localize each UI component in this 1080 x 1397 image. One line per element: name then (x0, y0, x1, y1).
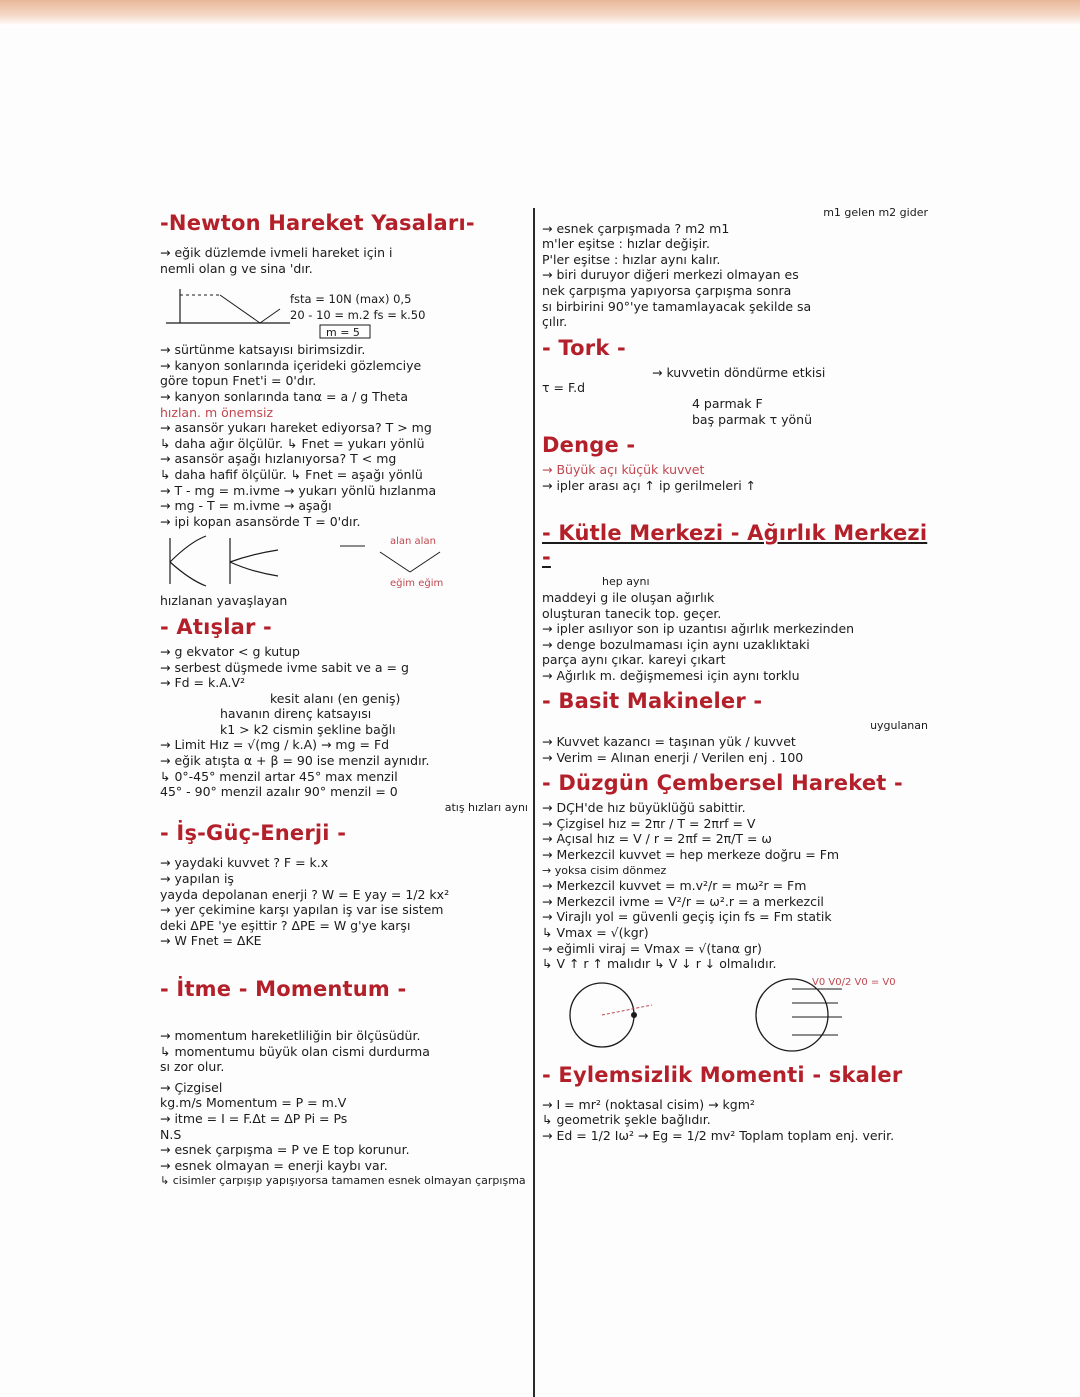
note-line: → ipler asılıyor son ip uzantısı ağırlık merkezinden (542, 621, 855, 637)
note-line: yayda depolanan enerji ? W = E yay = 1/2 kx² (160, 886, 450, 902)
left-column (160, 205, 528, 1189)
note-line: → esnek çarpışma = P ve E top korunur. (160, 1142, 410, 1158)
note-line: → Fd = k.A.V² (160, 675, 246, 691)
circular-motion-sketch (542, 975, 922, 1057)
note-line: k1 > k2 cismin şekline bağlı (220, 721, 396, 737)
note-line: ↳ V ↑ r ↑ malıdır ↳ V ↓ r ↓ olmalıdır. (542, 956, 777, 972)
note-line: P'ler eşitse : hızlar aynı kalır. (542, 251, 721, 267)
note-line: → serbest düşmede ivme sabit ve a = g (160, 659, 409, 675)
note-line: sı zor olur. (160, 1059, 225, 1075)
note-line: havanın direnç katsayısı (220, 706, 372, 722)
note-line: → ipler arası açı ↑ ip gerilmeleri ↑ (542, 477, 757, 493)
note-line: → yapılan iş (160, 871, 234, 887)
note-line: maddeyi g ile oluşan ağırlık (542, 589, 715, 605)
section-title-is-guc: - İş-Güç-Enerji - (160, 821, 347, 846)
note-line: → Merkezcil kuvvet = m.v²/r = mω²r = Fm (542, 878, 807, 894)
area-label: alan alan (390, 536, 436, 548)
note-line: τ = F.d (542, 380, 586, 396)
note-line: çılır. (542, 314, 568, 330)
note-line: nemli olan g ve sina 'dır. (160, 260, 313, 276)
note-line: → W Fnet = ΔKE (160, 933, 262, 949)
note-line: → eğik düzlemde ivmeli hareket için i (160, 245, 393, 260)
note-line: uygulanan (870, 719, 928, 733)
slope-label: eğim eğim (390, 578, 444, 590)
note-line: baş parmak τ yönü (692, 411, 813, 427)
note-line: → biri duruyor diğeri merkezi olmayan es (542, 267, 799, 283)
note-line: oluşturan tanecik top. geçer. (542, 605, 722, 621)
note-line: ↳ geometrik şekle bağlıdır. (542, 1112, 711, 1128)
note-line: → Verim = Alınan enerji / Verilen enj . 100 (542, 749, 804, 765)
velocity-label: V0 V0/2 V0 = V0 (812, 976, 896, 988)
mass-result-text: m = 5 (326, 326, 360, 340)
section-title-duzgun: - Düzgün Çembersel Hareket - (542, 771, 903, 796)
note-line: ↳ daha hafif ölçülür. ↳ Fnet = aşağı yönlü (160, 466, 423, 482)
note-line: → asansör yukarı hareket ediyorsa? T > mg (160, 420, 432, 436)
note-line: → ipi kopan asansörde T = 0'dır. (160, 513, 361, 529)
friction-max-text: fsta = 10N (max) 0,5 (290, 292, 412, 307)
incline-force-sketch (160, 279, 520, 339)
note-line: → Çizgisel hız = 2πr / T = 2πrf = V (542, 815, 756, 831)
note-line: deki ΔPE 'ye eşittir ? ΔPE = W g'ye karşı (160, 917, 411, 933)
note-line: sı birbirini 90°'ye tamamlayacak şekilde sa (542, 298, 812, 314)
note-line: hızlan. m önemsiz (160, 404, 274, 420)
note-line: → Virajlı yol = güvenli geçiş için fs = Fm statik (542, 909, 832, 925)
note-line: → momentum hareketliliğin bir ölçüsüdür. (160, 1028, 421, 1043)
section-title-newton: -Newton Hareket Yasaları- (160, 211, 475, 235)
note-line: → itme = I = F.Δt = ΔP Pi = Ps (160, 1110, 348, 1126)
section-title-itme: - İtme - Momentum - (160, 977, 407, 1001)
note-line: ↳ cisimler çarpışıp yapışıyorsa tamamen esnek olmayan çarpışma (160, 1174, 526, 1188)
note-line: ↳ Vmax = √(kgr) (542, 925, 649, 940)
note-line: ↳ 0°-45° menzil artar 45° max menzil (160, 768, 398, 784)
note-line: hızlanan yavaşlayan (160, 593, 288, 609)
column-divider (533, 208, 535, 1397)
section-title-denge: Denge - (542, 433, 636, 458)
note-line: m'ler eşitse : hızlar değişir. (542, 236, 711, 252)
note-line: → eğik atışta α + β = 90 ise menzil aynıdır. (160, 753, 430, 769)
note-line: → kanyon sonlarında içerideki gözlemciye (160, 357, 422, 373)
note-line: nek çarpışma yapıyorsa çarpışma sonra (542, 282, 792, 298)
section-title-atislar: - Atışlar - (160, 614, 272, 639)
note-line: 45° - 90° menzil azalır 90° menzil = 0 (160, 784, 398, 800)
note-line: N.S (160, 1126, 182, 1142)
page-top-edge (0, 0, 1080, 26)
note-line: 4 parmak F (692, 395, 763, 411)
note-line: → Merkezcil ivme = V²/r = ω².r = a merkezcil (542, 893, 824, 909)
note-line: → DÇH'de hız büyüklüğü sabittir. (542, 800, 746, 816)
note-line: → Ed = 1/2 Iω² → Eg = 1/2 mv² Toplam toplam enj. verir. (542, 1127, 895, 1143)
note-line: → esnek olmayan = enerji kaybı var. (160, 1157, 388, 1173)
velocity-time-sketch (160, 532, 520, 590)
note-line: → sürtünme katsayısı birimsizdir. (160, 342, 366, 358)
note-line: → yer çekimine karşı yapılan iş var ise sistem (160, 902, 444, 918)
note-line: → yaydaki kuvvet ? F = k.x (160, 855, 329, 871)
note-line: → Açısal hız = V / r = 2πf = 2π/T = ω (542, 831, 772, 847)
note-line: → mg - T = m.ivme → aşağı (160, 498, 332, 514)
note-line: → Ağırlık m. değişmemesi için aynı torklu (542, 667, 800, 683)
note-line: → I = mr² (noktasal cisim) → kgm² (542, 1096, 755, 1112)
note-line: → g ekvator < g kutup (160, 643, 300, 659)
note-line: → Limit Hız = √(mg / k.A) → mg = Fd (160, 737, 390, 753)
section-title-eylemsizlik: - Eylemsizlik Momenti - skaler (542, 1062, 903, 1087)
section-title-basit: - Basit Makineler - (542, 689, 763, 714)
note-line: m1 gelen m2 gider (823, 206, 928, 219)
note-line: → Kuvvet kazancı = taşınan yük / kuvvet (542, 734, 796, 750)
note-line: parça aynı çıkar. kareyi çıkart (542, 652, 726, 668)
note-line: → yoksa cisim dönmez (542, 863, 667, 877)
friction-eq-text: 20 - 10 = m.2 fs = k.50 (290, 308, 426, 323)
note-line: → asansör aşağı hızlanıyorsa? T < mg (160, 451, 397, 467)
section-title-kutle: - Kütle Merkezi - Ağırlık Merkezi - (542, 521, 928, 570)
note-line: → Merkezcil kuvvet = hep merkeze doğru = Fm (542, 847, 840, 863)
right-column (542, 205, 928, 1144)
note-line: → Çizgisel (160, 1079, 223, 1095)
note-line: atış hızları aynı (444, 800, 528, 814)
note-line: → Büyük açı küçük kuvvet (542, 462, 705, 478)
note-line: → esnek çarpışmada ? m2 m1 (542, 220, 730, 236)
section-title-tork: - Tork - (542, 335, 626, 360)
note-line: → eğimli viraj = Vmax = √(tanα gr) (542, 940, 762, 956)
note-line: ↳ daha ağır ölçülür. ↳ Fnet = yukarı yönlü (160, 435, 425, 451)
note-line: → denge bozulmaması için aynı uzaklıktaki (542, 636, 810, 652)
note-line: → kanyon sonlarında tanα = a / g Theta (160, 388, 408, 404)
note-line: hep aynı (602, 575, 650, 589)
note-line: göre topun Fnet'i = 0'dır. (160, 373, 317, 389)
note-line: kg.m/s Momentum = P = m.V (160, 1095, 347, 1111)
note-line: → T - mg = m.ivme → yukarı yönlü hızlanma (160, 482, 437, 498)
note-line: kesit alanı (en geniş) (270, 690, 401, 706)
note-line: ↳ momentumu büyük olan cismi durdurma (160, 1043, 430, 1059)
note-line: → kuvvetin döndürme etkisi (652, 364, 826, 380)
